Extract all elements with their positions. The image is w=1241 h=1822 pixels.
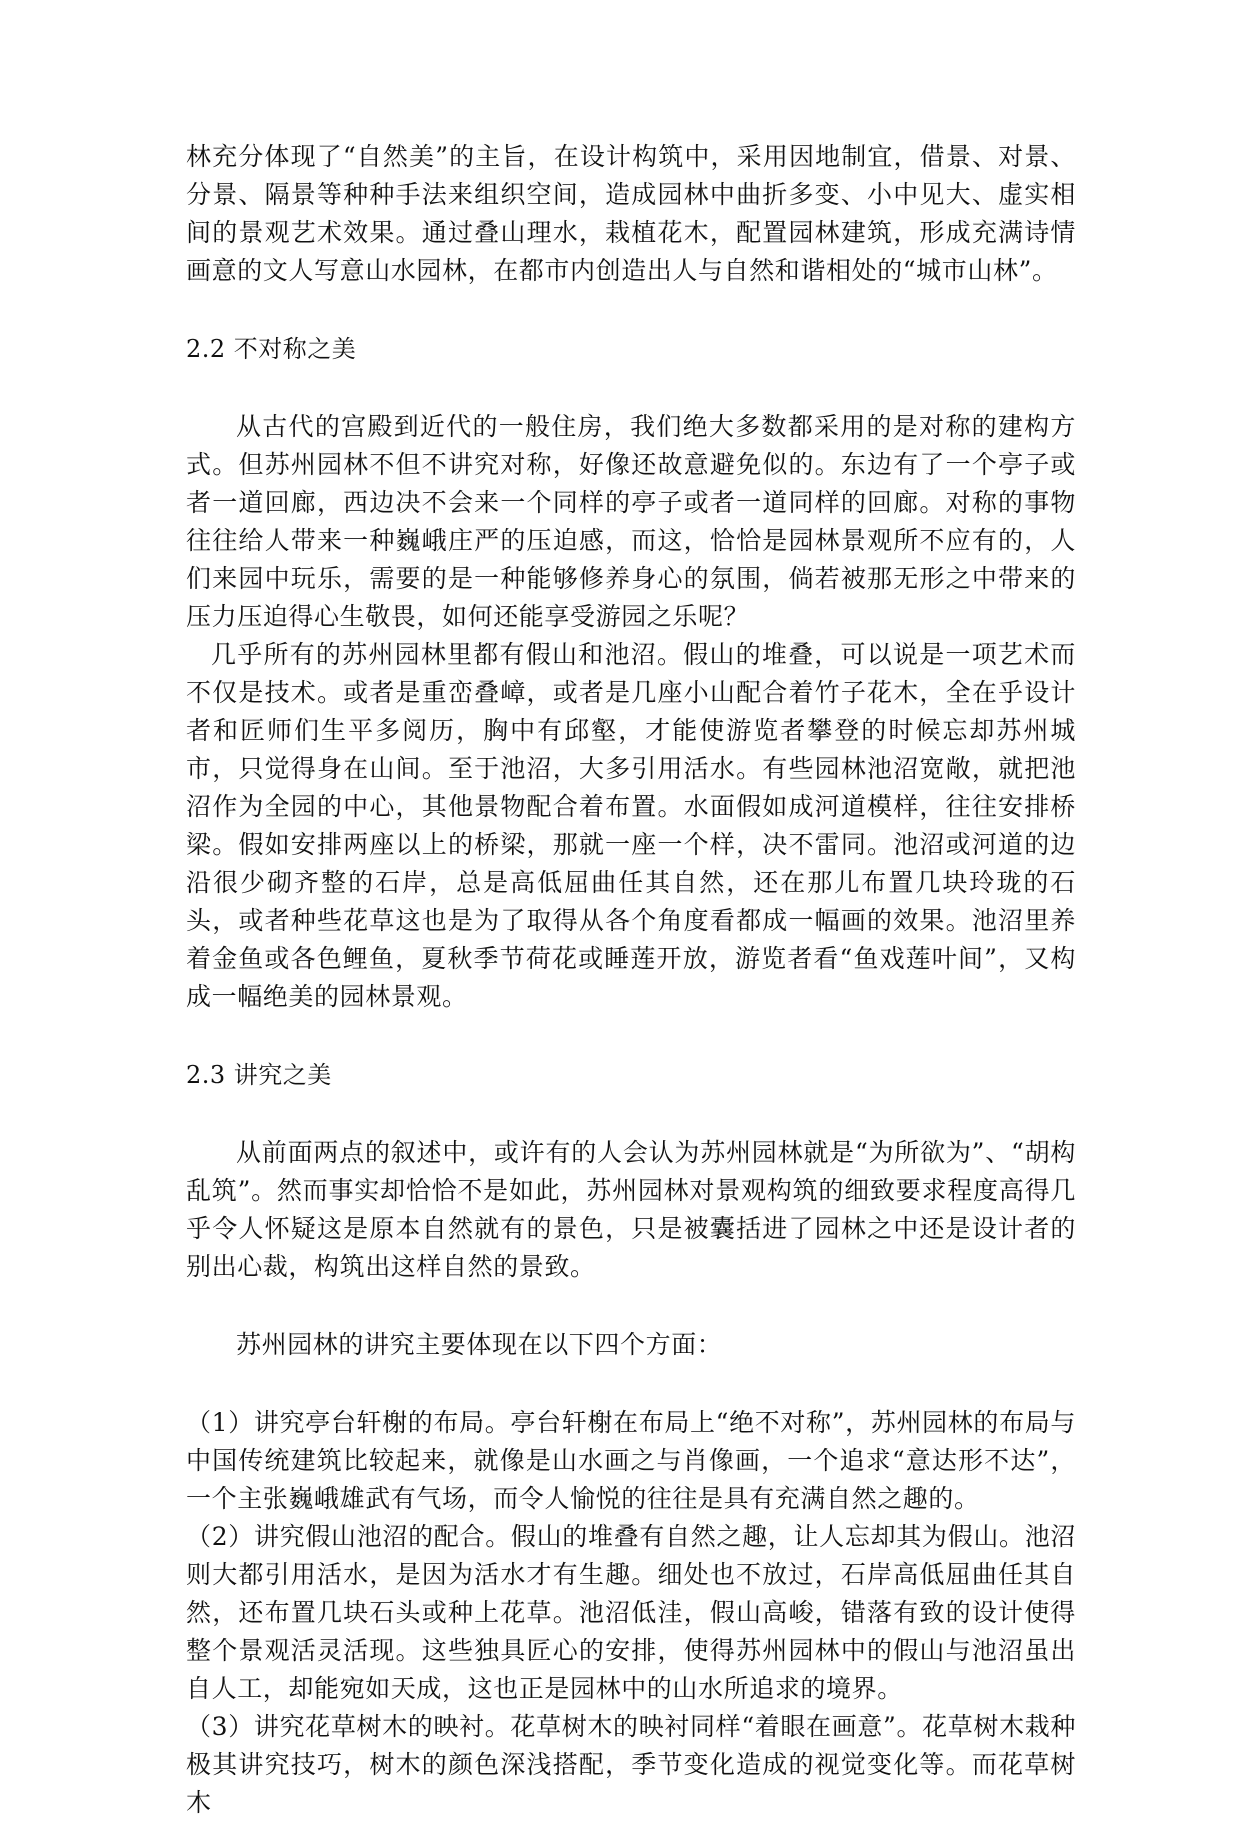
intro-paragraph: 林充分体现了“自然美”的主旨，在设计构筑中，采用因地制宜，借景、对景、分景、隔景等种种手法来组织空间，造成园林中曲折多变、小中见大、虚实相间的景观艺术效果。通过叠山理水，栽植花木，配置园林建筑，形成充满诗情画意的文人写意山水园林，在都市内创造出人与自然和谐相处的“城市山林”。 xyxy=(186,142,1076,285)
list-item-3: （3）讲究花草树木的映衬。花草树木的映衬同样“着眼在画意”。花草树木栽种极其讲究技巧，树木的颜色深浅搭配，季节变化造成的视觉变化等。而花草树木 xyxy=(186,1712,1076,1817)
section-2-3-paragraph-1: 从前面两点的叙述中，或许有的人会认为苏州园林就是“为所欲为”、“胡构乱筑”。然而事实却恰恰不是如此，苏州园林对景观构筑的细致要求程度高得几乎令人怀疑这是原本自然就有的景色，只是被囊括进了园林之中还是设计者的别出心裁，构筑出这样自然的景致。 xyxy=(186,1138,1076,1281)
list-item-2: （2）讲究假山池沼的配合。假山的堆叠有自然之趣，让人忘却其为假山。池沼则大都引用活水，是因为活水才有生趣。细处也不放过，石岸高低屈曲任其自然，还布置几块石头或种上花草。池沼低洼，假山高峻，错落有致的设计使得整个景观活灵活现。这些独具匠心的安排，使得苏州园林中的假山与池沼虽出自人工，却能宛如天成，这也正是园林中的山水所追求的境界。 xyxy=(186,1522,1076,1703)
section-2-2-paragraph-1: 从古代的宫殿到近代的一般住房，我们绝大多数都采用的是对称的建构方式。但苏州园林不但不讲究对称，好像还故意避免似的。东边有了一个亭子或者一道回廊，西边决不会来一个同样的亭子或者一道同样的回廊。对称的事物往往给人带来一种巍峨庄严的压迫感，而这，恰恰是园林景观所不应有的，人们来园中玩乐，需要的是一种能够修养身心的氛围，倘若被那无形之中带来的压力压迫得心生敬畏，如何还能享受游园之乐呢？ xyxy=(186,412,1076,631)
section-2-2-paragraph-2: 几乎所有的苏州园林里都有假山和池沼。假山的堆叠，可以说是一项艺术而不仅是技术。或者是重峦叠嶂，或者是几座小山配合着竹子花木，全在乎设计者和匠师们生平多阅历，胸中有邱壑，才能使游览者攀登的时候忘却苏州城市，只觉得身在山间。至于池沼，大多引用活水。有些园林池沼宽敞，就把池沼作为全园的中心，其他景物配合着布置。水面假如成河道模样，往往安排桥梁。假如安排两座以上的桥梁，那就一座一个样，决不雷同。池沼或河道的边沿很少砌齐整的石岸，总是高低屈曲任其自然，还在那儿布置几块玲珑的石头，或者种些花草这也是为了取得从各个角度看都成一幅画的效果。池沼里养着金鱼或各色鲤鱼，夏秋季节荷花或睡莲开放，游览者看“鱼戏莲叶间”，又构成一幅绝美的园林景观。 xyxy=(186,640,1076,1011)
document-body xyxy=(186,138,1076,1822)
section-heading-2-2: 2.2 不对称之美 xyxy=(186,335,357,363)
list-item-1: （1）讲究亭台轩榭的布局。亭台轩榭在布局上“绝不对称”，苏州园林的布局与中国传统建筑比较起来，就像是山水画之与肖像画，一个追求“意达形不达”，一个主张巍峨雄武有气场，而令人愉悦的往往是具有充满自然之趣的。 xyxy=(186,1408,1076,1513)
section-2-3-paragraph-2: 苏州园林的讲究主要体现在以下四个方面： xyxy=(236,1330,723,1359)
section-heading-2-3: 2.3 讲究之美 xyxy=(186,1061,332,1089)
